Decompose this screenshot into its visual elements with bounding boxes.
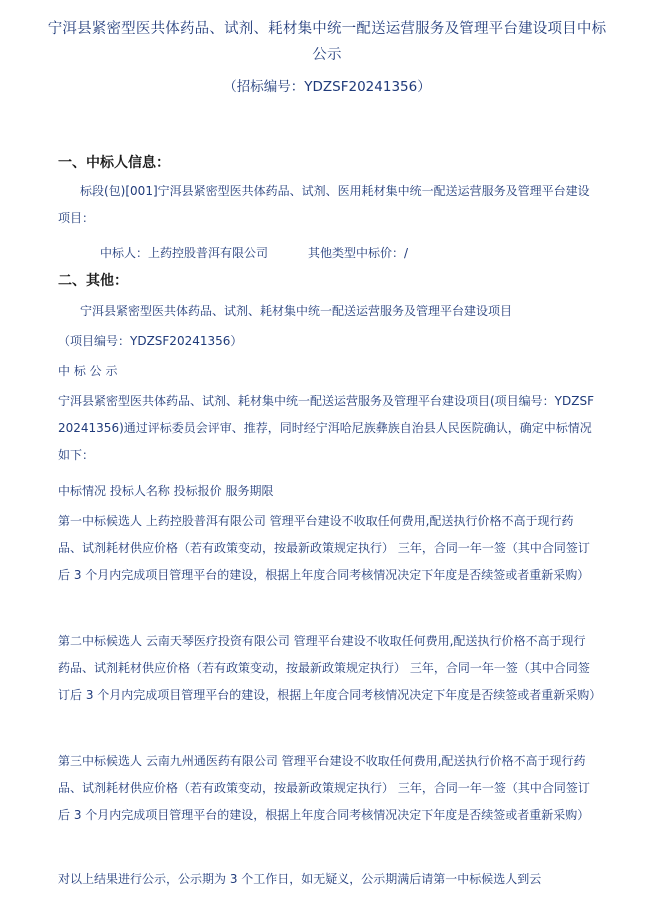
- section-heading-winner-info: 一、中标人信息：: [58, 155, 170, 171]
- notice-title: 中 标 公 示: [58, 364, 118, 378]
- closing-paragraph: 对以上结果进行公示，公示期为 3 个工作日，如无疑义，公示期满后请第一中标候选人到云: [58, 872, 542, 886]
- project-name: 宁洱县紧密型医共体药品、试剂、耗材集中统一配送运营服务及管理平台建设项目: [80, 304, 513, 318]
- candidate-2: 第二中标候选人 云南天琴医疗投资有限公司 管理平台建设不收取任何费用,配送执行价格不高于现行药品、试剂耗材供应价格（若有政策变动，按最新政策规定执行） 三年，合同一年一签（其中合同签订后 3 个月内完成项目管理平台的建设，根据上年度合同考核情况决定下年度是否续签或者重新采购）: [58, 634, 602, 702]
- other-price: 其他类型中标价：/: [308, 246, 409, 260]
- winner-row: [100, 244, 408, 261]
- bid-number: （招标编号：YDZSF20241356）: [223, 79, 431, 95]
- winner-name: 中标人：上药控股普洱有限公司: [100, 246, 269, 260]
- candidate-1: 第一中标候选人 上药控股普洱有限公司 管理平台建设不收取任何费用,配送执行价格不高于现行药品、试剂耗材供应价格（若有政策变动，按最新政策规定执行） 三年，合同一年一签（其中合同签订后 3 个月内完成项目管理平台的建设，根据上年度合同考核情况决定下年度是否续签或者重新采购）: [58, 514, 590, 582]
- candidate-3: 第三中标候选人 云南九州通医药有限公司 管理平台建设不收取任何费用,配送执行价格不高于现行药品、试剂耗材供应价格（若有政策变动，按最新政策规定执行） 三年，合同一年一签（其中合同签订后 3 个月内完成项目管理平台的建设，根据上年度合同考核情况决定下年度是否续签或者重新采购）: [58, 754, 590, 822]
- page-title: 宁洱县紧密型医共体药品、试剂、耗材集中统一配送运营服务及管理平台建设项目中标公示: [47, 21, 607, 63]
- lot-description: 标段(包)[001]宁洱县紧密型医共体药品、试剂、医用耗材集中统一配送运营服务及管理平台建设项目：: [58, 184, 590, 225]
- intro-paragraph: 宁洱县紧密型医共体药品、试剂、耗材集中统一配送运营服务及管理平台建设项目(项目编号：YDZSF20241356)通过评标委员会评审、推荐，同时经宁洱哈尼族彝族自治县人民医院确认，确定中标情况如下：: [58, 394, 594, 462]
- project-number: （项目编号：YDZSF20241356）: [58, 334, 243, 348]
- table-header: 中标情况 投标人名称 投标报价 服务期限: [58, 484, 274, 498]
- section-heading-other: 二、其他：: [58, 273, 128, 289]
